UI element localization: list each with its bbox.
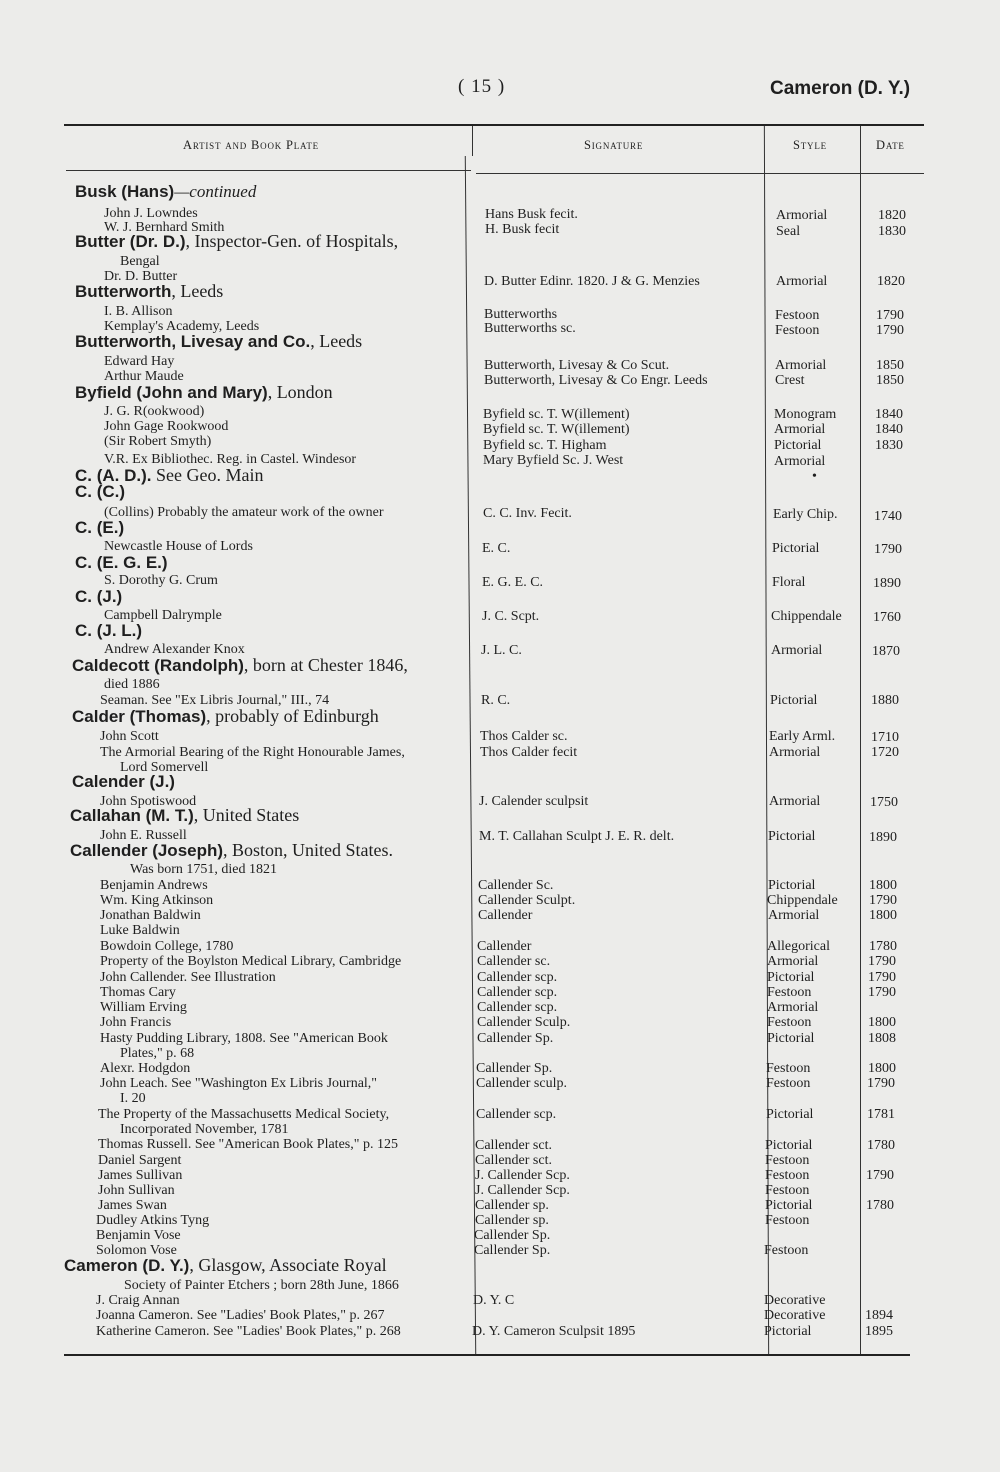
signature-line: Thos Calder sc. [480,729,568,744]
style-line: Chippendale [771,609,842,624]
signature-line: Hans Busk fecit. [485,207,578,222]
artist-line: Incorporated November, 1781 [120,1122,289,1137]
style-line: Monogram [774,407,837,422]
style-line: Seal [776,224,801,239]
signature-line: Thos Calder fecit [480,745,578,760]
style-line: Pictorial [767,1031,815,1046]
style-line: Armorial [769,745,821,760]
style-line: Festoon [775,323,820,338]
style-line: Armorial [776,208,828,223]
signature-line: Callender sct. [475,1138,552,1153]
date-line: 1780 [866,1198,894,1213]
signature-line: Byfield sc. T. Higham [483,438,607,453]
style-line: Armorial [774,454,826,469]
style-line: • [812,469,817,484]
signature-line: Callender Sp. [476,1061,553,1076]
style-line: Pictorial [770,693,818,708]
heading-detail: , Boston, United States. [223,840,394,860]
signature-line: Callender sculp. [476,1076,567,1091]
heading-name: C. (E. G. E.) [75,553,168,572]
signature-line: Callender sp. [475,1213,549,1228]
signature-line: Callender scp. [477,970,558,985]
artist-line: Campbell Dalrymple [104,608,222,623]
bottom-rule [64,1354,910,1356]
style-line: Crest [775,373,805,388]
date-line: 1890 [873,576,901,591]
style-line: Pictorial [767,970,815,985]
date-line: 1740 [874,509,902,524]
date-line: 1890 [869,830,897,845]
style-line: Armorial [771,643,823,658]
signature-line: Callender Sculp. [477,1015,571,1030]
signature-line: Byfield sc. T. W(illement) [483,422,630,437]
heading-detail: , born at Chester 1846, [243,655,408,675]
artist-line: Benjamin Andrews [100,878,208,893]
column-header-style: Style [793,138,827,152]
artist-line: died 1886 [104,677,160,692]
heading-name: C. (C.) [75,482,126,501]
artist-line: J. G. R(ookwood) [104,404,205,419]
signature-line: Callender [477,939,532,954]
signature-line: Callender scp. [476,1107,557,1122]
entry-heading [75,484,125,499]
entry-heading [72,655,408,675]
artist-line: Lord Somervell [120,760,209,775]
heading-detail: , Inspector-Gen. of Hospitals, [185,231,399,251]
style-line: Armorial [775,358,827,373]
style-line: Festoon [764,1243,809,1258]
artist-line: Benjamin Vose [96,1228,181,1243]
column-divider-3 [860,126,861,1354]
date-line: 1760 [873,610,901,625]
signature-line: H. Busk fecit [485,222,560,237]
column-divider-1 [472,126,473,156]
heading-name: Cameron (D. Y.) [64,1256,190,1275]
style-line: Floral [772,575,806,590]
heading-name: C. (J.) [75,587,123,606]
signature-line: Byfield sc. T. W(illement) [483,407,630,422]
artist-line: (Collins) Probably the amateur work of the owner [104,505,384,520]
signature-line: Callender [478,908,533,923]
artist-line: The Property of the Massachusetts Medical Society, [98,1107,390,1122]
signature-line: Callender Sp. [474,1243,551,1258]
date-line: 1790 [868,954,896,969]
entry-heading [75,382,333,402]
date-line: 1790 [869,893,897,908]
entry-heading [75,331,363,351]
artist-line: Daniel Sargent [98,1153,182,1168]
artist-line: Bengal [120,254,160,269]
signature-line: Callender sct. [475,1153,552,1168]
artist-line: Thomas Cary [100,985,176,1000]
signature-line: Callender Sc. [478,878,554,893]
signature-line: Butterworth, Livesay & Co Engr. Leeds [484,373,708,388]
date-line: 1850 [876,358,904,373]
signature-line: C. C. Inv. Fecit. [483,506,572,521]
date-line: 1894 [865,1308,893,1323]
artist-line: John Spotiswood [100,794,197,809]
signature-line: Butterworths sc. [484,321,576,336]
artist-line: Luke Baldwin [100,923,180,938]
heading-name: Callender (Joseph) [70,841,224,860]
heading-name: Butterworth, Livesay and Co. [75,332,311,351]
date-line: 1780 [869,939,897,954]
artist-line: J. Craig Annan [96,1293,180,1308]
date-line: 1790 [868,970,896,985]
header-underline-artist [66,170,471,171]
artist-line: Newcastle House of Lords [104,539,253,554]
style-line: Decorative [764,1293,826,1308]
artist-line: (Sir Robert Smyth) [104,434,212,449]
artist-line: John Leach. See "Washington Ex Libris Journal," [100,1076,378,1091]
artist-line: Seaman. See "Ex Libris Journal," III., 74 [100,693,330,708]
entry-heading [70,805,300,825]
heading-detail: , Leeds [310,331,363,351]
signature-line: J. C. Scpt. [482,609,540,624]
date-line: 1710 [871,730,899,745]
artist-line: John Callender. See Illustration [100,970,276,985]
style-line: Chippendale [767,893,838,908]
signature-line: J. Calender sculpsit [479,794,589,809]
artist-line: Jonathan Baldwin [100,908,201,923]
style-line: Armorial [774,422,826,437]
heading-name: Calder (Thomas) [72,707,207,726]
artist-line: Wm. King Atkinson [100,893,214,908]
style-line: Pictorial [772,541,820,556]
artist-line: Edward Hay [104,354,175,369]
date-line: 1808 [868,1031,896,1046]
signature-line: E. C. [482,541,511,556]
style-line: Pictorial [774,438,822,453]
heading-detail: , United States [193,805,300,825]
style-line: Festoon [767,1015,812,1030]
date-line: 1720 [871,745,899,760]
style-line: Decorative [764,1308,826,1323]
signature-line: J. Callender Scp. [475,1183,570,1198]
signature-line: Callender Sp. [474,1228,551,1243]
signature-line: E. G. E. C. [482,575,544,590]
artist-line: Kemplay's Academy, Leeds [104,319,260,334]
style-line: Early Chip. [773,507,838,522]
signature-line: M. T. Callahan Sculpt J. E. R. delt. [479,829,675,844]
artist-line: John Sullivan [98,1183,175,1198]
artist-line: Katherine Cameron. See "Ladies' Book Plates," p. 268 [96,1324,401,1339]
style-line: Armorial [767,1000,819,1015]
date-line: 1820 [877,274,905,289]
heading-detail: See Geo. Main [151,465,264,485]
signature-line: Callender sc. [477,954,551,969]
style-line: Festoon [766,1076,811,1091]
heading-name: C. (A. D.). [75,466,152,485]
date-line: 1790 [876,308,904,323]
style-line: Festoon [775,308,820,323]
column-header-artist: Artist and Book Plate [183,138,319,152]
date-line: 1790 [868,985,896,1000]
date-line: 1750 [870,795,898,810]
artist-line: I. 20 [120,1091,146,1106]
artist-line: Society of Painter Etchers ; born 28th June, 1866 [124,1278,399,1293]
heading-name: Butterworth [75,282,172,301]
artist-line: Plates," p. 68 [120,1046,195,1061]
style-line: Pictorial [766,1107,814,1122]
date-line: 1790 [866,1168,894,1183]
artist-line: Dudley Atkins Tyng [96,1213,210,1228]
signature-line: Mary Byfield Sc. J. West [483,453,624,468]
entry-heading [75,281,224,301]
date-line: 1790 [876,323,904,338]
style-line: Festoon [765,1153,810,1168]
artist-line: Thomas Russell. See "American Book Plates," p. 125 [98,1137,398,1152]
header-underline-rest [476,173,924,174]
signature-line: Callender sp. [475,1198,549,1213]
entry-heading [75,184,256,199]
top-rule [64,124,924,126]
artist-line: Was born 1751, died 1821 [130,862,278,877]
date-line: 1781 [867,1107,895,1122]
heading-detail: , Glasgow, Associate Royal [189,1255,387,1275]
style-line: Pictorial [765,1138,813,1153]
entry-heading [70,840,394,860]
entry-heading [64,1255,387,1275]
date-line: 1820 [878,208,906,223]
date-line: 1790 [874,542,902,557]
artist-line: John Francis [100,1015,172,1030]
heading-name: Butter (Dr. D.) [75,232,186,251]
artist-line: The Armorial Bearing of the Right Honourable James, [100,745,405,760]
heading-detail: , Leeds [171,281,224,301]
artist-line: Alexr. Hodgdon [100,1061,191,1076]
style-line: Pictorial [768,878,816,893]
date-line: 1790 [867,1076,895,1091]
heading-name: C. (J. L.) [75,621,143,640]
signature-line: J. L. C. [481,643,522,658]
date-line: 1800 [869,908,897,923]
artist-line: John E. Russell [100,828,187,843]
signature-line: D. Y. Cameron Sculpsit 1895 [472,1324,636,1339]
signature-line: R. C. [481,693,511,708]
date-line: 1800 [868,1015,896,1030]
artist-line: James Sullivan [98,1168,183,1183]
artist-line: Andrew Alexander Knox [104,642,245,657]
date-line: 1840 [875,422,903,437]
style-line: Pictorial [768,829,816,844]
column-header-signature: Signature [584,138,644,152]
heading-name: Byfield (John and Mary) [75,383,268,402]
date-line: 1895 [865,1324,893,1339]
heading-continued: —continued [174,182,257,201]
style-line: Festoon [766,1061,811,1076]
style-line: Allegorical [767,939,830,954]
date-line: 1830 [875,438,903,453]
page-number: ( 15 ) [458,76,506,97]
entry-heading [75,623,142,638]
style-line: Pictorial [764,1324,812,1339]
artist-line: Bowdoin College, 1780 [100,939,234,954]
heading-name: Caldecott (Randolph) [72,656,244,675]
style-line: Armorial [767,954,819,969]
date-line: 1800 [868,1061,896,1076]
artist-line: I. B. Allison [104,304,173,319]
entry-heading [75,555,168,570]
entry-heading [75,589,122,604]
heading-name: Callahan (M. T.) [70,806,194,825]
artist-line: Property of the Boylston Medical Library, Cambridge [100,954,402,969]
heading-detail: , London [267,382,333,402]
heading-name: Busk (Hans) [75,182,175,201]
heading-detail: , probably of Edinburgh [206,706,379,726]
signature-line: Butterworth, Livesay & Co Scut. [484,358,670,373]
style-line: Armorial [769,794,821,809]
signature-line: J. Callender Scp. [475,1168,570,1183]
style-line: Pictorial [765,1198,813,1213]
heading-name: Calender (J.) [72,772,175,791]
signature-line: D. Y. C [473,1293,515,1308]
artist-line: William Erving [100,1000,187,1015]
artist-line: Arthur Maude [104,369,184,384]
signature-line: D. Butter Edinr. 1820. J & G. Menzies [484,274,700,289]
artist-line: James Swan [98,1198,167,1213]
entry-heading [75,465,264,485]
style-line: Festoon [765,1168,810,1183]
running-title: Cameron (D. Y.) [770,78,911,99]
heading-name: C. (E.) [75,518,125,537]
artist-line: John Gage Rookwood [104,419,229,434]
style-line: Festoon [767,985,812,1000]
date-line: 1830 [878,224,906,239]
artist-line: Solomon Vose [96,1243,177,1258]
signature-line: Callender scp. [477,1000,558,1015]
artist-line: John Scott [100,729,159,744]
style-line: Festoon [765,1213,810,1228]
date-line: 1840 [875,407,903,422]
artist-line: Joanna Cameron. See "Ladies' Book Plates," p. 267 [96,1308,385,1323]
artist-line: S. Dorothy G. Crum [104,573,218,588]
signature-line: Callender Sculpt. [478,893,576,908]
entry-heading [72,774,175,789]
signature-line: Callender Sp. [477,1031,554,1046]
style-line: Armorial [768,908,820,923]
artist-line: Hasty Pudding Library, 1808. See "American Book [100,1031,388,1046]
entry-heading [75,231,399,251]
date-line: 1850 [876,373,904,388]
date-line: 1870 [872,644,900,659]
style-line: Early Arml. [769,729,836,744]
signature-line: Callender scp. [477,985,558,1000]
artist-line: W. J. Bernhard Smith [104,220,225,235]
style-line: Festoon [765,1183,810,1198]
entry-heading [75,520,124,535]
date-line: 1780 [867,1138,895,1153]
signature-line: Butterworths [484,307,558,322]
artist-line: John J. Lowndes [104,206,198,221]
artist-line: V.R. Ex Bibliothec. Reg. in Castel. Windesor [104,452,357,467]
column-header-date: Date [876,138,905,152]
artist-line: Dr. D. Butter [104,269,178,284]
style-line: Armorial [776,274,828,289]
entry-heading [72,706,379,726]
date-line: 1880 [871,693,899,708]
date-line: 1800 [869,878,897,893]
